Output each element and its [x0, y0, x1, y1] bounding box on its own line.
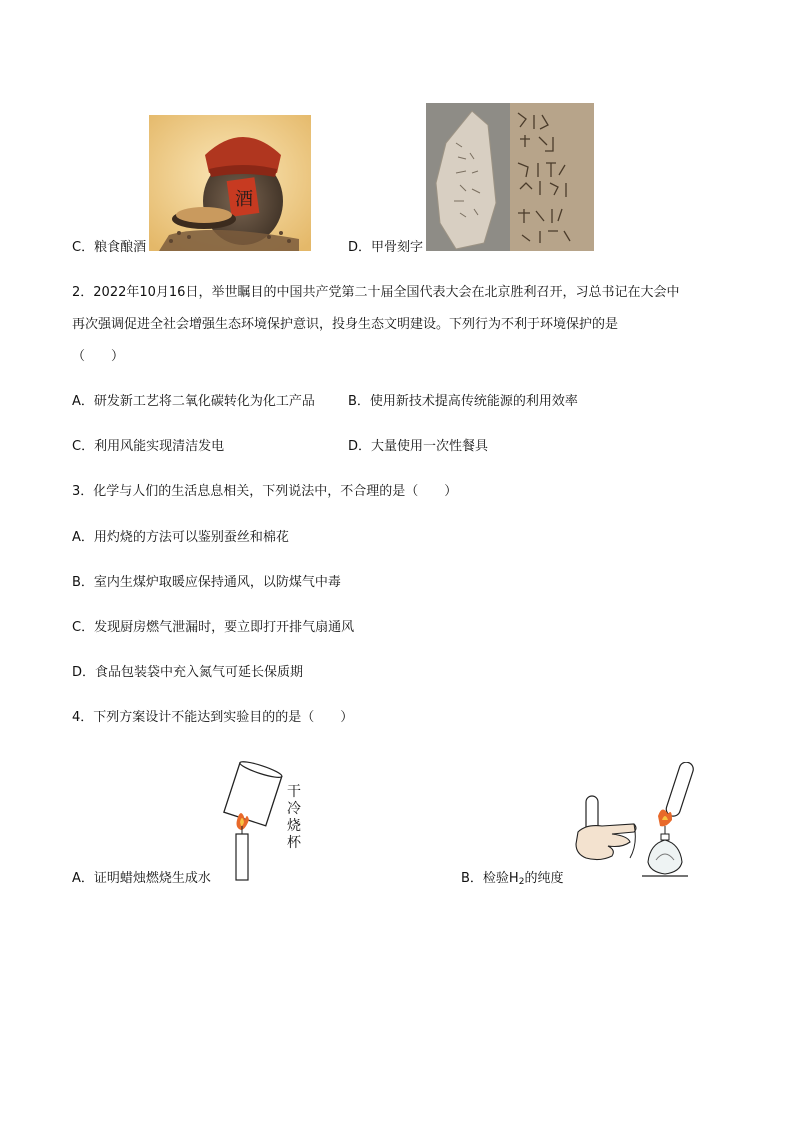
q2-option-d: D．大量使用一次性餐具 [348, 439, 489, 454]
q2-stem-line2: 再次强调促进全社会增强生态环境保护意识，投身生态文明建设。下列行为不利于环境保护的是 [72, 317, 619, 332]
hydrogen-subscript: 2 [518, 877, 525, 887]
jar-label-char: 酒 [235, 189, 253, 210]
q2-option-b: B．使用新技术提高传统能源的利用效率 [348, 394, 578, 409]
q2-stem-line1: 2．2022年10月16日，举世瞩目的中国共产党第二十届全国代表大会在北京胜利召开，习总书记在大会中 [72, 285, 680, 300]
option-c-grain-wine: C．粮食酿酒 [72, 240, 147, 255]
q4-option-b-prefix: B．检验H [461, 871, 519, 886]
beaker-label-char: 干 [287, 784, 301, 800]
beaker-label-char: 冷 [287, 801, 301, 817]
q4-stem: 4．下列方案设计不能达到实验目的的是（ ） [72, 710, 354, 725]
q3-option-d: D．食品包装袋中充入氮气可延长保质期 [72, 665, 304, 680]
q3-option-a: A．用灼烧的方法可以鉴别蚕丝和棉花 [72, 530, 289, 545]
q4-option-a-label: A．证明蜡烛燃烧生成水 [72, 871, 211, 886]
q2-stem-blank: （ ） [72, 349, 125, 364]
q3-stem: 3．化学与人们的生活息息相关，下列说法中，不合理的是（ ） [72, 484, 458, 499]
beaker-label-char: 杯 [287, 835, 301, 851]
hydrogen-purity-test-diagram [572, 762, 696, 880]
oracle-bone-image [426, 103, 594, 251]
q2-option-c: C．利用风能实现清洁发电 [72, 439, 225, 454]
q4-option-b-suffix: 的纯度 [524, 871, 564, 886]
dry-cold-beaker-label [287, 784, 303, 852]
q4-option-b-label [461, 869, 563, 892]
candle-beaker-diagram [215, 760, 285, 884]
option-d-oracle-bone: D．甲骨刻字 [348, 240, 424, 255]
q3-option-b: B．室内生煤炉取暖应保持通风，以防煤气中毒 [72, 575, 341, 590]
q2-option-a: A．研发新工艺将二氧化碳转化为化工产品 [72, 394, 315, 409]
grain-wine-image [149, 115, 311, 251]
q3-option-c: C．发现厨房燃气泄漏时，要立即打开排气扇通风 [72, 620, 355, 635]
beaker-label-char: 烧 [287, 818, 301, 834]
